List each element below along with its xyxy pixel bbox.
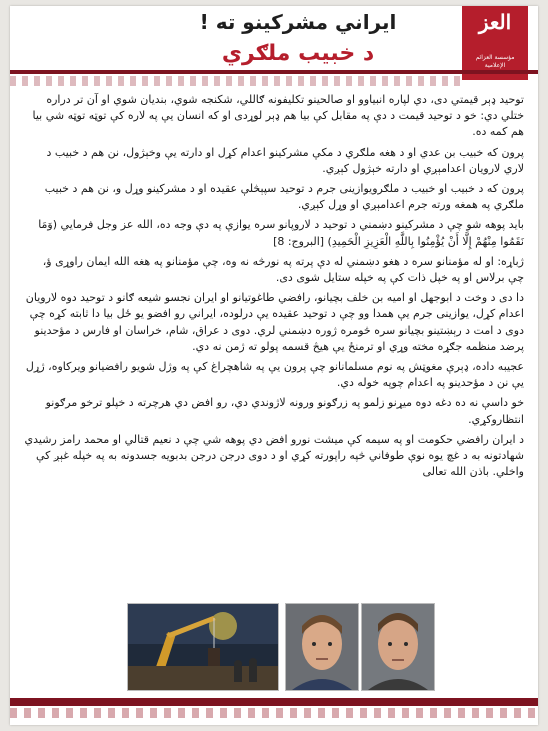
- footer-divider-dark: [10, 698, 538, 706]
- logo-name: [464, 54, 526, 70]
- portrait-image-1: [286, 604, 358, 690]
- article-body: [24, 92, 524, 484]
- logo-icon: العز: [478, 10, 512, 34]
- page-title-line-2: د خبيب ملګري: [221, 41, 375, 66]
- portrait-image-2: [362, 604, 434, 690]
- portrait-photo-2: [361, 603, 435, 691]
- paragraph: بايد پوهه شو چې د مشرکينو دښمني د توحيد د لاروپانو سره يوازې په دې وجه ده، الله عز وجل فرمايي (وَمَا نَقَمُوا مِنْهُمْ إِلَّا أَنْ يُؤْمِنُوا بِاللَّهِ الْعَزِيزِ الْحَمِيدِ) [البروج: 8]: [38, 218, 524, 248]
- logo-name-line-2: الإعلامية: [484, 62, 506, 69]
- paragraph: توحيد ډېر قيمتي دی، دي لپاره انبياوو او صالحينو تکليفونه ګاللي، شکنجه شوي، بنديان شوي او آن تر دراره ختلي دي: خو د توحيد قيمت د دې په مقابل کې بيا هم ډېر لوړدی او که انسان يې په لاره کې توټه توټه شي بيا هم کمه ده.: [32, 93, 524, 139]
- header: [10, 6, 538, 80]
- execution-scene-image: [128, 604, 278, 690]
- paragraph: دا دی د وخت د ابوجهل او اميه بن خلف بچيانو، رافضي طاغوتيانو او ايران نجسو شيعه ګانو د توحيد دوه لارويان اعدام کړل، يوازينی جرم يې همدا وو چې د توحيد عقيده يې درلوده، ايراني رو افضو يو ځل بيا دا ثابته کړه چې دوی د امت د رېښتينو بچيانو سره څومره ژوره دښمني لري. دوی د عراق، شام، خراسان او فارس د مؤحدينو پرضد منظمه جګړه مخته وړي او ترمنځ يې هيڅ قسمه پولو ته ژمن نه دي.: [25, 291, 524, 353]
- paragraph: خو داسې نه ده دغه دوه ميړنو زلمو په زرګونو ورونه لاژوندي دي، رو افض دي هرچرته د خپلو ترخو مرګونو انتظاروکړي.: [45, 396, 524, 426]
- paragraph: پرون که د خبيب او خبيب د ملګرويوازينی جرم د توحيد سپېڅلې عقيده او د مشرکينو وړل و، نن هم د خبيب ملګري په همغه ورته جرم اعدامېږي او وړل کېږي.: [44, 182, 524, 212]
- publisher-logo: [462, 6, 528, 80]
- logo-name-line-1: مؤسسة العزائم: [475, 54, 515, 61]
- paragraph: ژباړه: او له مؤمنانو سره د هغو دښمني له دې پرته په نورڅه نه وه، چې مؤمنانو په هغه الله ايمان راوړی ؤ، چې برلاس او په خپل ذات کې په خپله ستايل شوی دی.: [42, 254, 524, 285]
- portrait-photo-1: [285, 603, 359, 691]
- header-divider-pattern: [10, 76, 460, 86]
- paragraph: د ايران رافضي حکومت او په سيمه کې ميشت نورو افض دي پوهه شي چې د نعيم قتالي او محمد رامز رشيدي شهادتونه به د غچ يوه نوې طوفاني څپه راپورته کړي او د دوی درجن درجن بدبويه جسدونه به په خپله غېږ کې واخلي. باذن الله تعالی: [24, 432, 524, 479]
- paragraph: عجيبه داده، ډېرې مغوټش په نوم مسلمانانو چې پرون يې په شاهچراغ کې په وژل شويو رافضيانو ويرکاوه، ژړل يې نن د مؤحدينو په اعدام چوپه خوله دي.: [25, 360, 524, 390]
- document-page: [10, 6, 538, 725]
- page-title-line-1: ايراني مشركينو ته !: [199, 10, 397, 34]
- execution-scene-photo: [127, 603, 279, 691]
- header-divider-dark: [10, 70, 538, 74]
- footer-divider-pattern: [10, 708, 538, 718]
- paragraph: پرون که خبيب بن عدي او د هغه ملګري د مکې مشرکينو اعدام کړل او دارته يې وخېژول، نن هم د خبيب د لاري لارويان اعدامېږي او دارته خېژول کېږي.: [46, 145, 524, 175]
